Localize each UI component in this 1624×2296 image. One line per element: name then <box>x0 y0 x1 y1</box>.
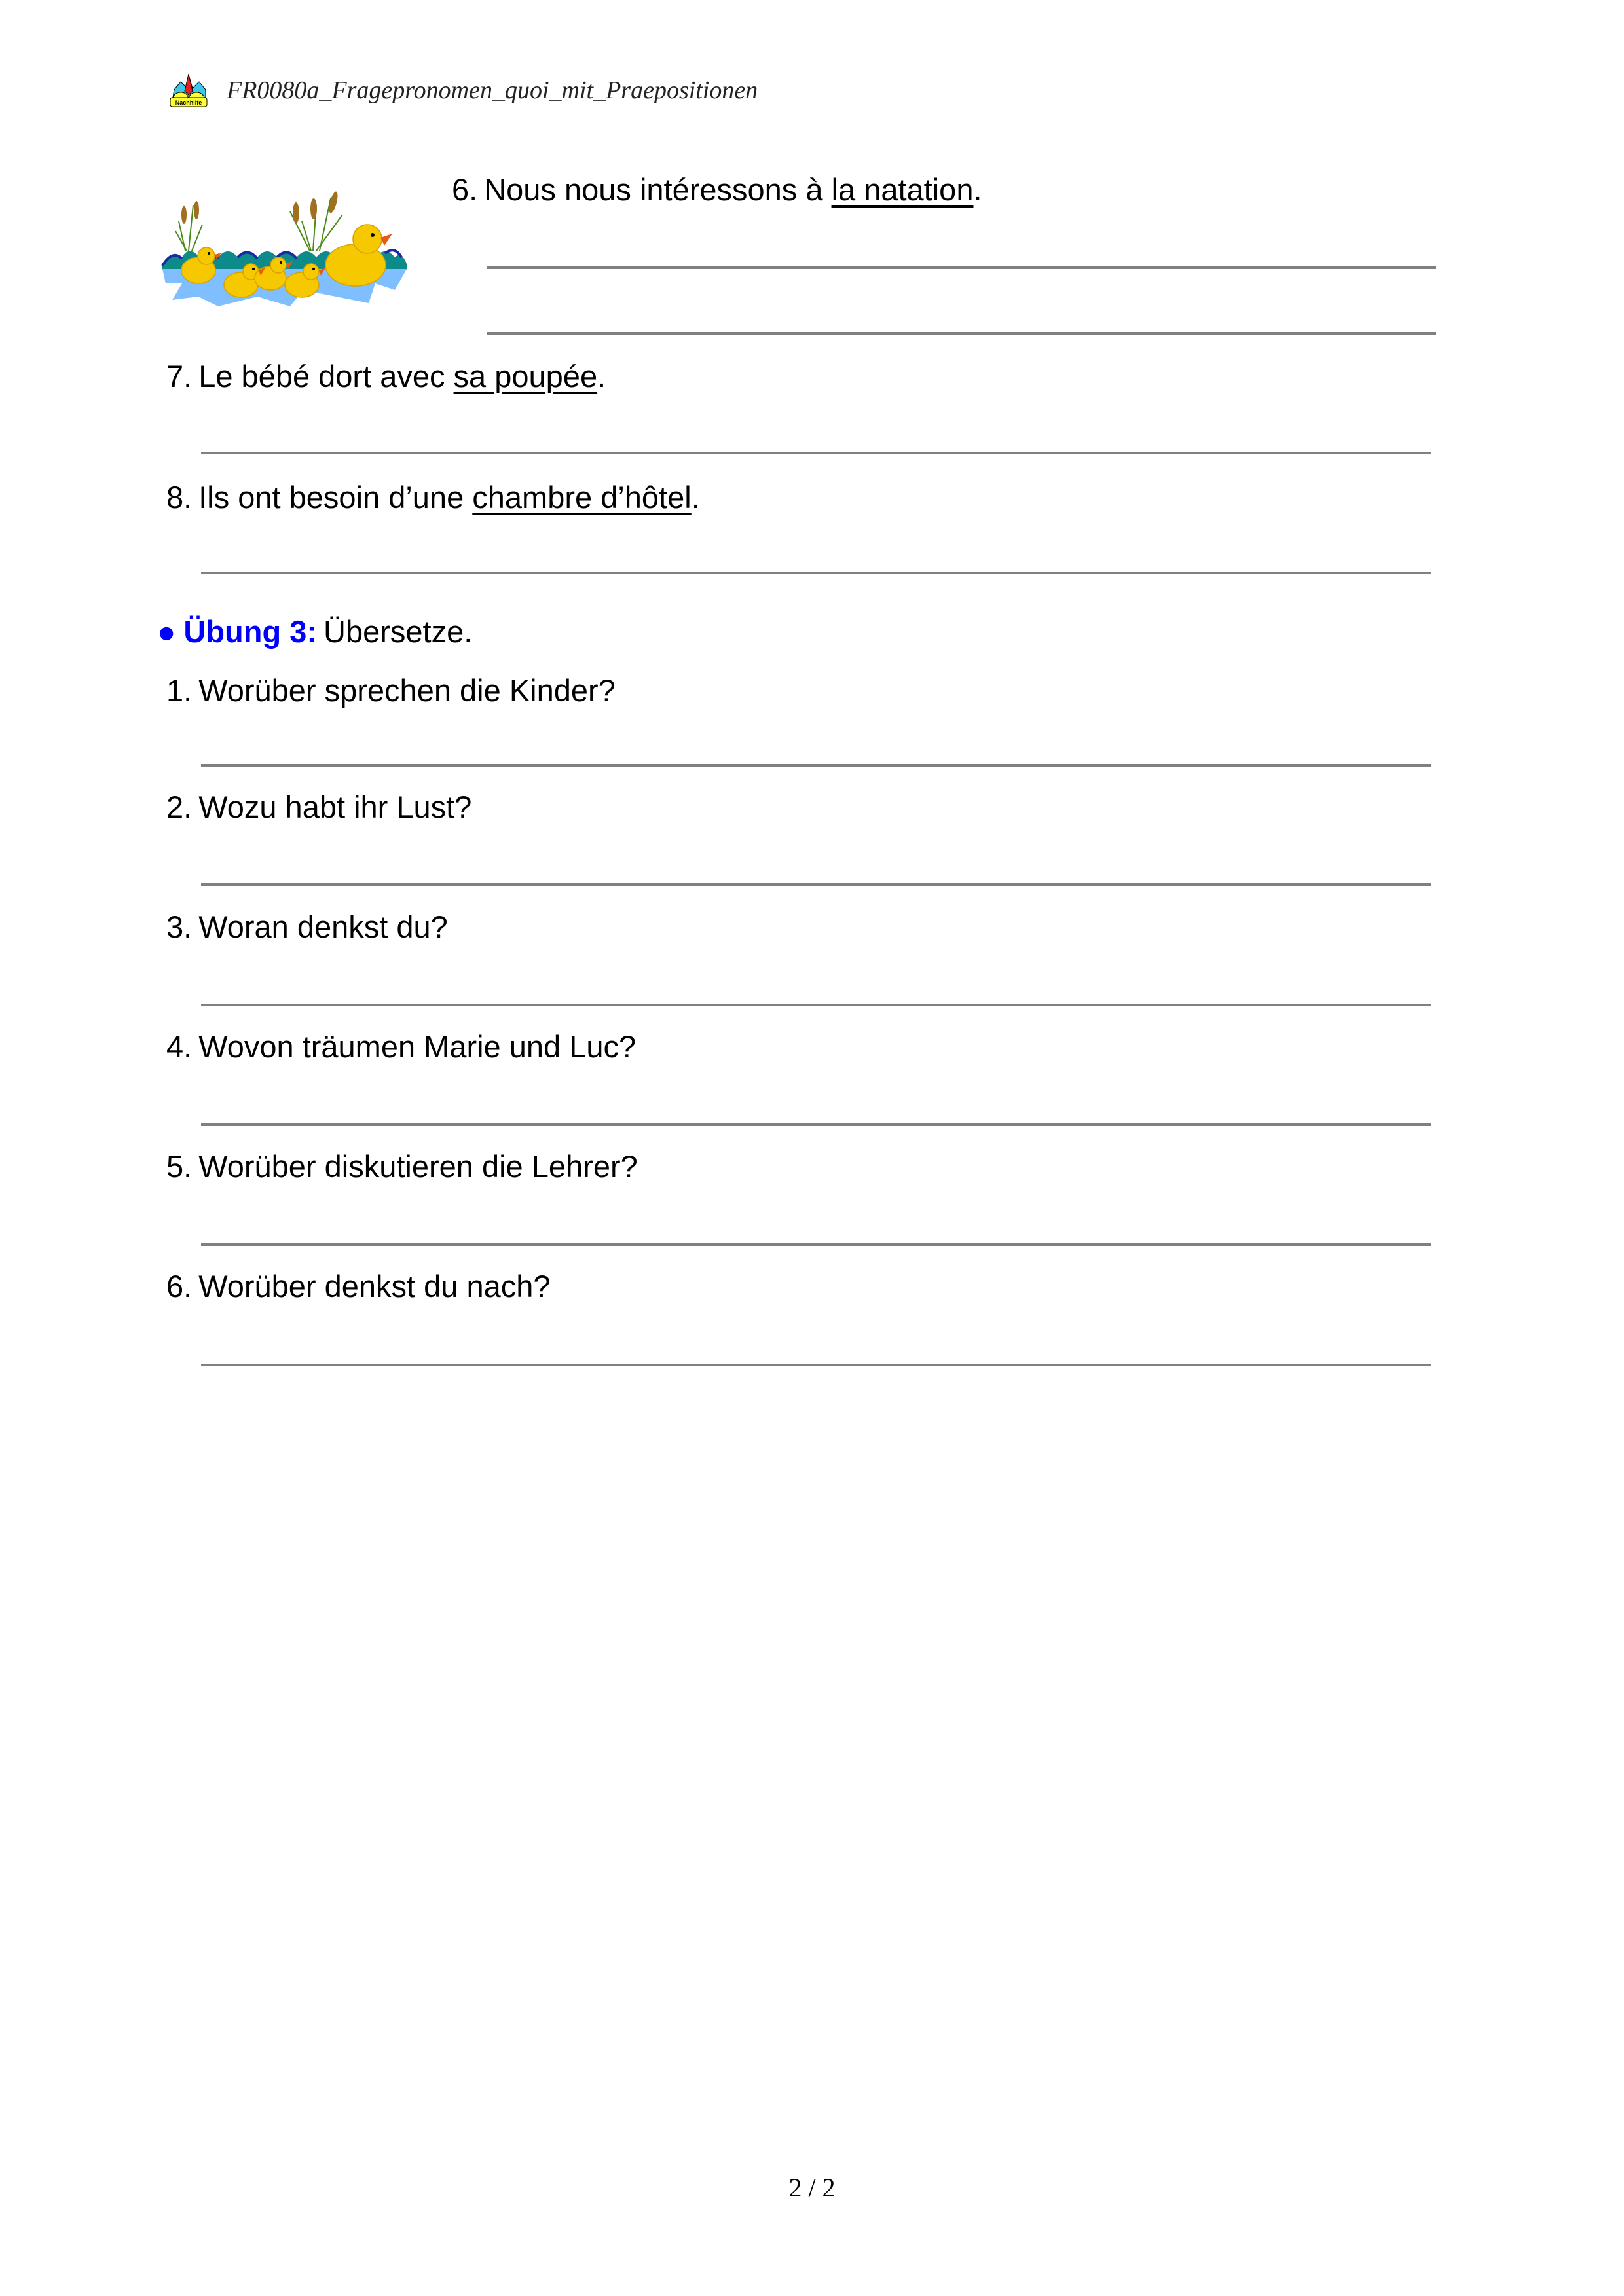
exercise-label: Übung 3: <box>183 614 318 649</box>
exercise3-item-2: 2. Wozu habt ihr Lust? <box>166 790 472 824</box>
underlined-phrase: chambre d’hôtel <box>472 480 692 515</box>
page-indicator: 2 / 2 <box>788 2173 836 2202</box>
exercise3-item-6: 6. Worüber denkst du nach? <box>166 1269 551 1303</box>
underlined-phrase: sa poupée <box>453 359 598 393</box>
underlined-phrase: la natation <box>831 172 974 207</box>
answer-line[interactable] <box>201 764 1431 767</box>
exercise3-item-5: 5. Worüber diskutieren die Lehrer? <box>166 1149 638 1184</box>
exercise3-heading <box>157 613 472 650</box>
document-title: FR0080a_Fragepronomen_quoi_mit_Praepositionen <box>227 77 758 104</box>
exercise-instruction: Übersetze. <box>323 614 473 649</box>
nachhilfe-logo-icon <box>169 73 208 108</box>
page-header <box>169 71 758 110</box>
bullet-icon: ● <box>157 614 176 649</box>
exercise2-item-6: 6. Nous nous intéressons à la natation. <box>452 172 982 207</box>
exercise3-item-4: 4. Wovon träumen Marie und Luc? <box>166 1029 637 1064</box>
exercise3-item-3: 3. Woran denkst du? <box>166 909 448 944</box>
ducks-illustration-icon <box>159 185 407 310</box>
answer-line[interactable] <box>201 1243 1431 1246</box>
svg-text:Nachhilfe: Nachhilfe <box>175 100 202 106</box>
exercise2-item-7: 7. Le bébé dort avec sa poupée. <box>166 359 606 393</box>
answer-line[interactable] <box>487 332 1436 335</box>
exercise3-item-1: 1. Worüber sprechen die Kinder? <box>166 673 616 708</box>
answer-line[interactable] <box>201 883 1431 886</box>
answer-line[interactable] <box>201 1364 1431 1366</box>
answer-line[interactable] <box>201 572 1431 574</box>
answer-line[interactable] <box>201 452 1431 454</box>
exercise2-item-8: 8. Ils ont besoin d’une chambre d’hôtel. <box>166 480 700 515</box>
answer-line[interactable] <box>201 1123 1431 1126</box>
answer-line[interactable] <box>487 266 1436 269</box>
answer-line[interactable] <box>201 1004 1431 1006</box>
